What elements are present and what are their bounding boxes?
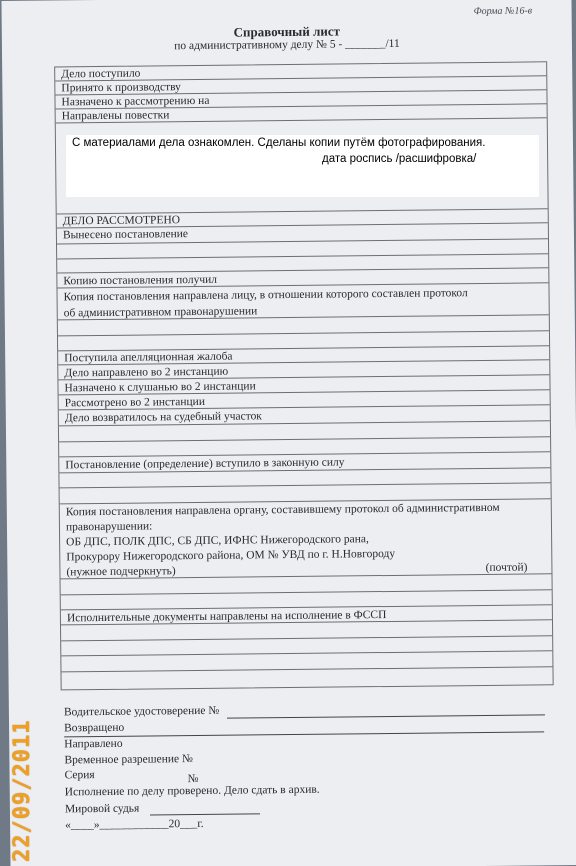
row-label: Исполнительные документы направлены на исполнение в ФССП xyxy=(66,609,387,625)
row-label: Поступила апелляционная жалоба xyxy=(64,350,233,365)
page-subtitle: по административному делу № 5 - _______/11 xyxy=(174,37,400,53)
table-rule xyxy=(61,635,552,641)
series-label: Серия xyxy=(64,769,95,782)
table-rule xyxy=(57,267,548,273)
row-label: Рассмотрено во 2 инстанции xyxy=(64,395,206,410)
table-rule xyxy=(61,666,552,672)
returned-label: Возвращено xyxy=(64,721,125,735)
table-rule xyxy=(58,330,549,336)
row-label: ОБ ДПС, ПОЛК ДПС, СБ ДПС, ИФНС Нижегородского рана, xyxy=(66,533,369,549)
row-label: Дело направлено во 2 инстанцию xyxy=(64,365,229,380)
note-text: С материалами дела ознакомлен. Сделаны копии путём фотографирования. xyxy=(72,137,486,149)
table-rule xyxy=(61,589,552,595)
table-rule xyxy=(59,436,550,442)
row-label: Направлены повестки xyxy=(61,109,170,123)
judge-label: Мировой судья xyxy=(64,802,140,816)
row-label: правонарушении: xyxy=(65,520,153,534)
table-rule xyxy=(58,345,549,351)
form-sheet xyxy=(1,0,576,866)
note-signature-line: дата роспись /расшифровка/ xyxy=(322,153,477,165)
table-rule xyxy=(57,253,548,259)
temp-permit-label: Временное разрешение № xyxy=(64,753,194,767)
sent-label: Направлено xyxy=(64,737,123,751)
row-label: ДЕЛО РАССМОТРЕНО xyxy=(62,214,181,228)
form-number: Форма №16-в xyxy=(473,5,533,18)
by-post-label: (почтой) xyxy=(485,561,528,574)
row-label: Прокурору Нижегородского района, ОМ № УВД по г. Н.Новгороду xyxy=(66,547,396,564)
fill-line xyxy=(64,731,544,737)
fill-line xyxy=(227,714,545,718)
row-label: Назначено к рассмотрению на xyxy=(61,94,210,109)
camera-datestamp: 22/09/2011 xyxy=(10,719,35,862)
row-label: Принято к производству xyxy=(61,81,181,95)
archive-note: Исполнение по делу проверено. Дело сдать в архив. xyxy=(64,783,320,799)
date-line: «____»____________20___г. xyxy=(65,817,204,832)
row-label: Постановление (определение) вступило в законную силу xyxy=(65,456,345,472)
row-label: Назначено к слушанью во 2 инстанции xyxy=(64,380,256,395)
row-label: Вынесено постановление xyxy=(62,228,189,242)
handwritten-note xyxy=(66,135,539,197)
page-title: Справочный лист xyxy=(233,23,341,40)
row-label: Копия постановления направлена органу, составившему протокол об административном xyxy=(65,501,500,519)
row-label: Копия постановления направлена лицу, в отношении которого составлен протокол xyxy=(63,287,468,304)
table-rule xyxy=(61,650,552,656)
row-label: об административном правонарушении xyxy=(63,305,258,320)
license-label: Водительское удостоверение № xyxy=(63,704,220,719)
row-label: Дело поступило xyxy=(61,67,141,81)
table-rule xyxy=(60,482,551,488)
row-label: Дело возвратилось на судебный участок xyxy=(64,410,262,425)
row-label: Копию постановления получил xyxy=(63,273,218,288)
number-sign: № xyxy=(187,772,199,786)
fill-line xyxy=(150,813,260,815)
table-rule xyxy=(57,208,548,214)
row-label: (нужное подчеркнуть) xyxy=(66,565,176,579)
